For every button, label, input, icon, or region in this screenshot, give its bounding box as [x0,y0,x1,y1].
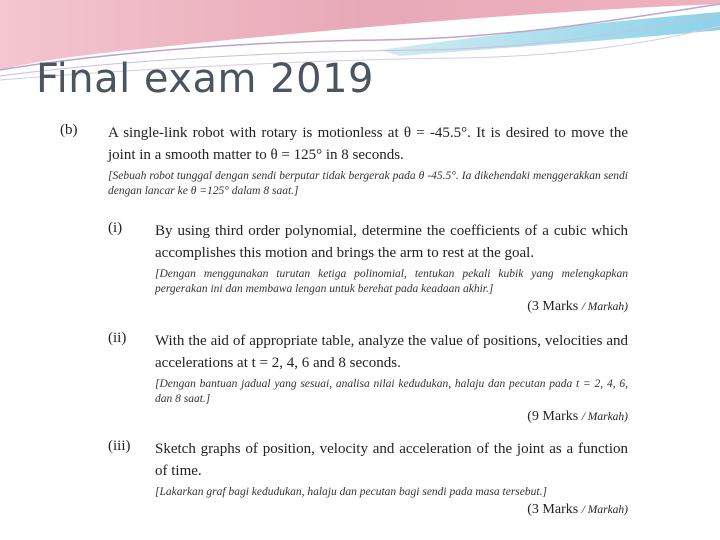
marks-label-malay: / Markah) [581,504,628,516]
part-body [155,220,628,315]
part-text: With the aid of appropriate table, analyze the value of positions, velocities and accelerations at t = 2, 4, 6 and 8 seconds. [155,333,628,371]
part-text-malay: [Dengan menggunakan turutan ketiga polinomial, tentukan pekali kubik yang melengkapkan pergerakan ini dan membawa lengan untuk berehat pada keadaan akhir.] [155,268,628,295]
marks-label-malay: / Markah) [581,301,628,313]
part-body [155,438,628,518]
part-text: Sketch graphs of position, velocity and acceleration of the joint as a function of time. [155,441,628,479]
part-number: (i) [108,220,123,236]
marks-label: (3 Marks [527,502,579,517]
marks-label: (3 Marks [527,299,579,314]
part-text-malay: [Dengan bantuan jadual yang sesuai, analisa nilai kedudukan, halaju dan pecutan pada t = 2, 4, 6, dan 8 saat.] [155,378,628,405]
question-text: A single-link robot with rotary is motionless at θ = -45.5°. It is desired to move the joint in a smooth matter to θ = 125° in 8 seconds. [108,125,628,163]
question-body [108,122,628,199]
part-body [155,330,628,425]
part-marks [155,299,628,315]
part-number: (iii) [108,438,131,454]
part-text-malay: [Lakarkan graf bagi kedudukan, halaju dan pecutan bagi sendi pada masa tersebut.] [155,486,547,498]
question-text-malay: [Sebuah robot tunggal dengan sendi berputar tidak bergerak pada θ -45.5°. Ia dikehendaki menggerakkan sendi dengan lancar ke θ =125° dalam 8 saat.] [108,170,628,197]
part-marks [155,409,628,425]
part-marks [155,502,628,518]
slide-title: Final exam 2019 [36,56,374,102]
marks-label-malay: / Markah) [581,411,628,423]
part-text: By using third order polynomial, determine the coefficients of a cubic which accomplishes this motion and brings the arm to rest at the goal. [155,223,628,261]
exam-question [60,122,640,517]
marks-label: (9 Marks [527,409,579,424]
question-label: (b) [60,122,78,138]
question-intro [60,122,640,199]
part-number: (ii) [108,330,127,346]
